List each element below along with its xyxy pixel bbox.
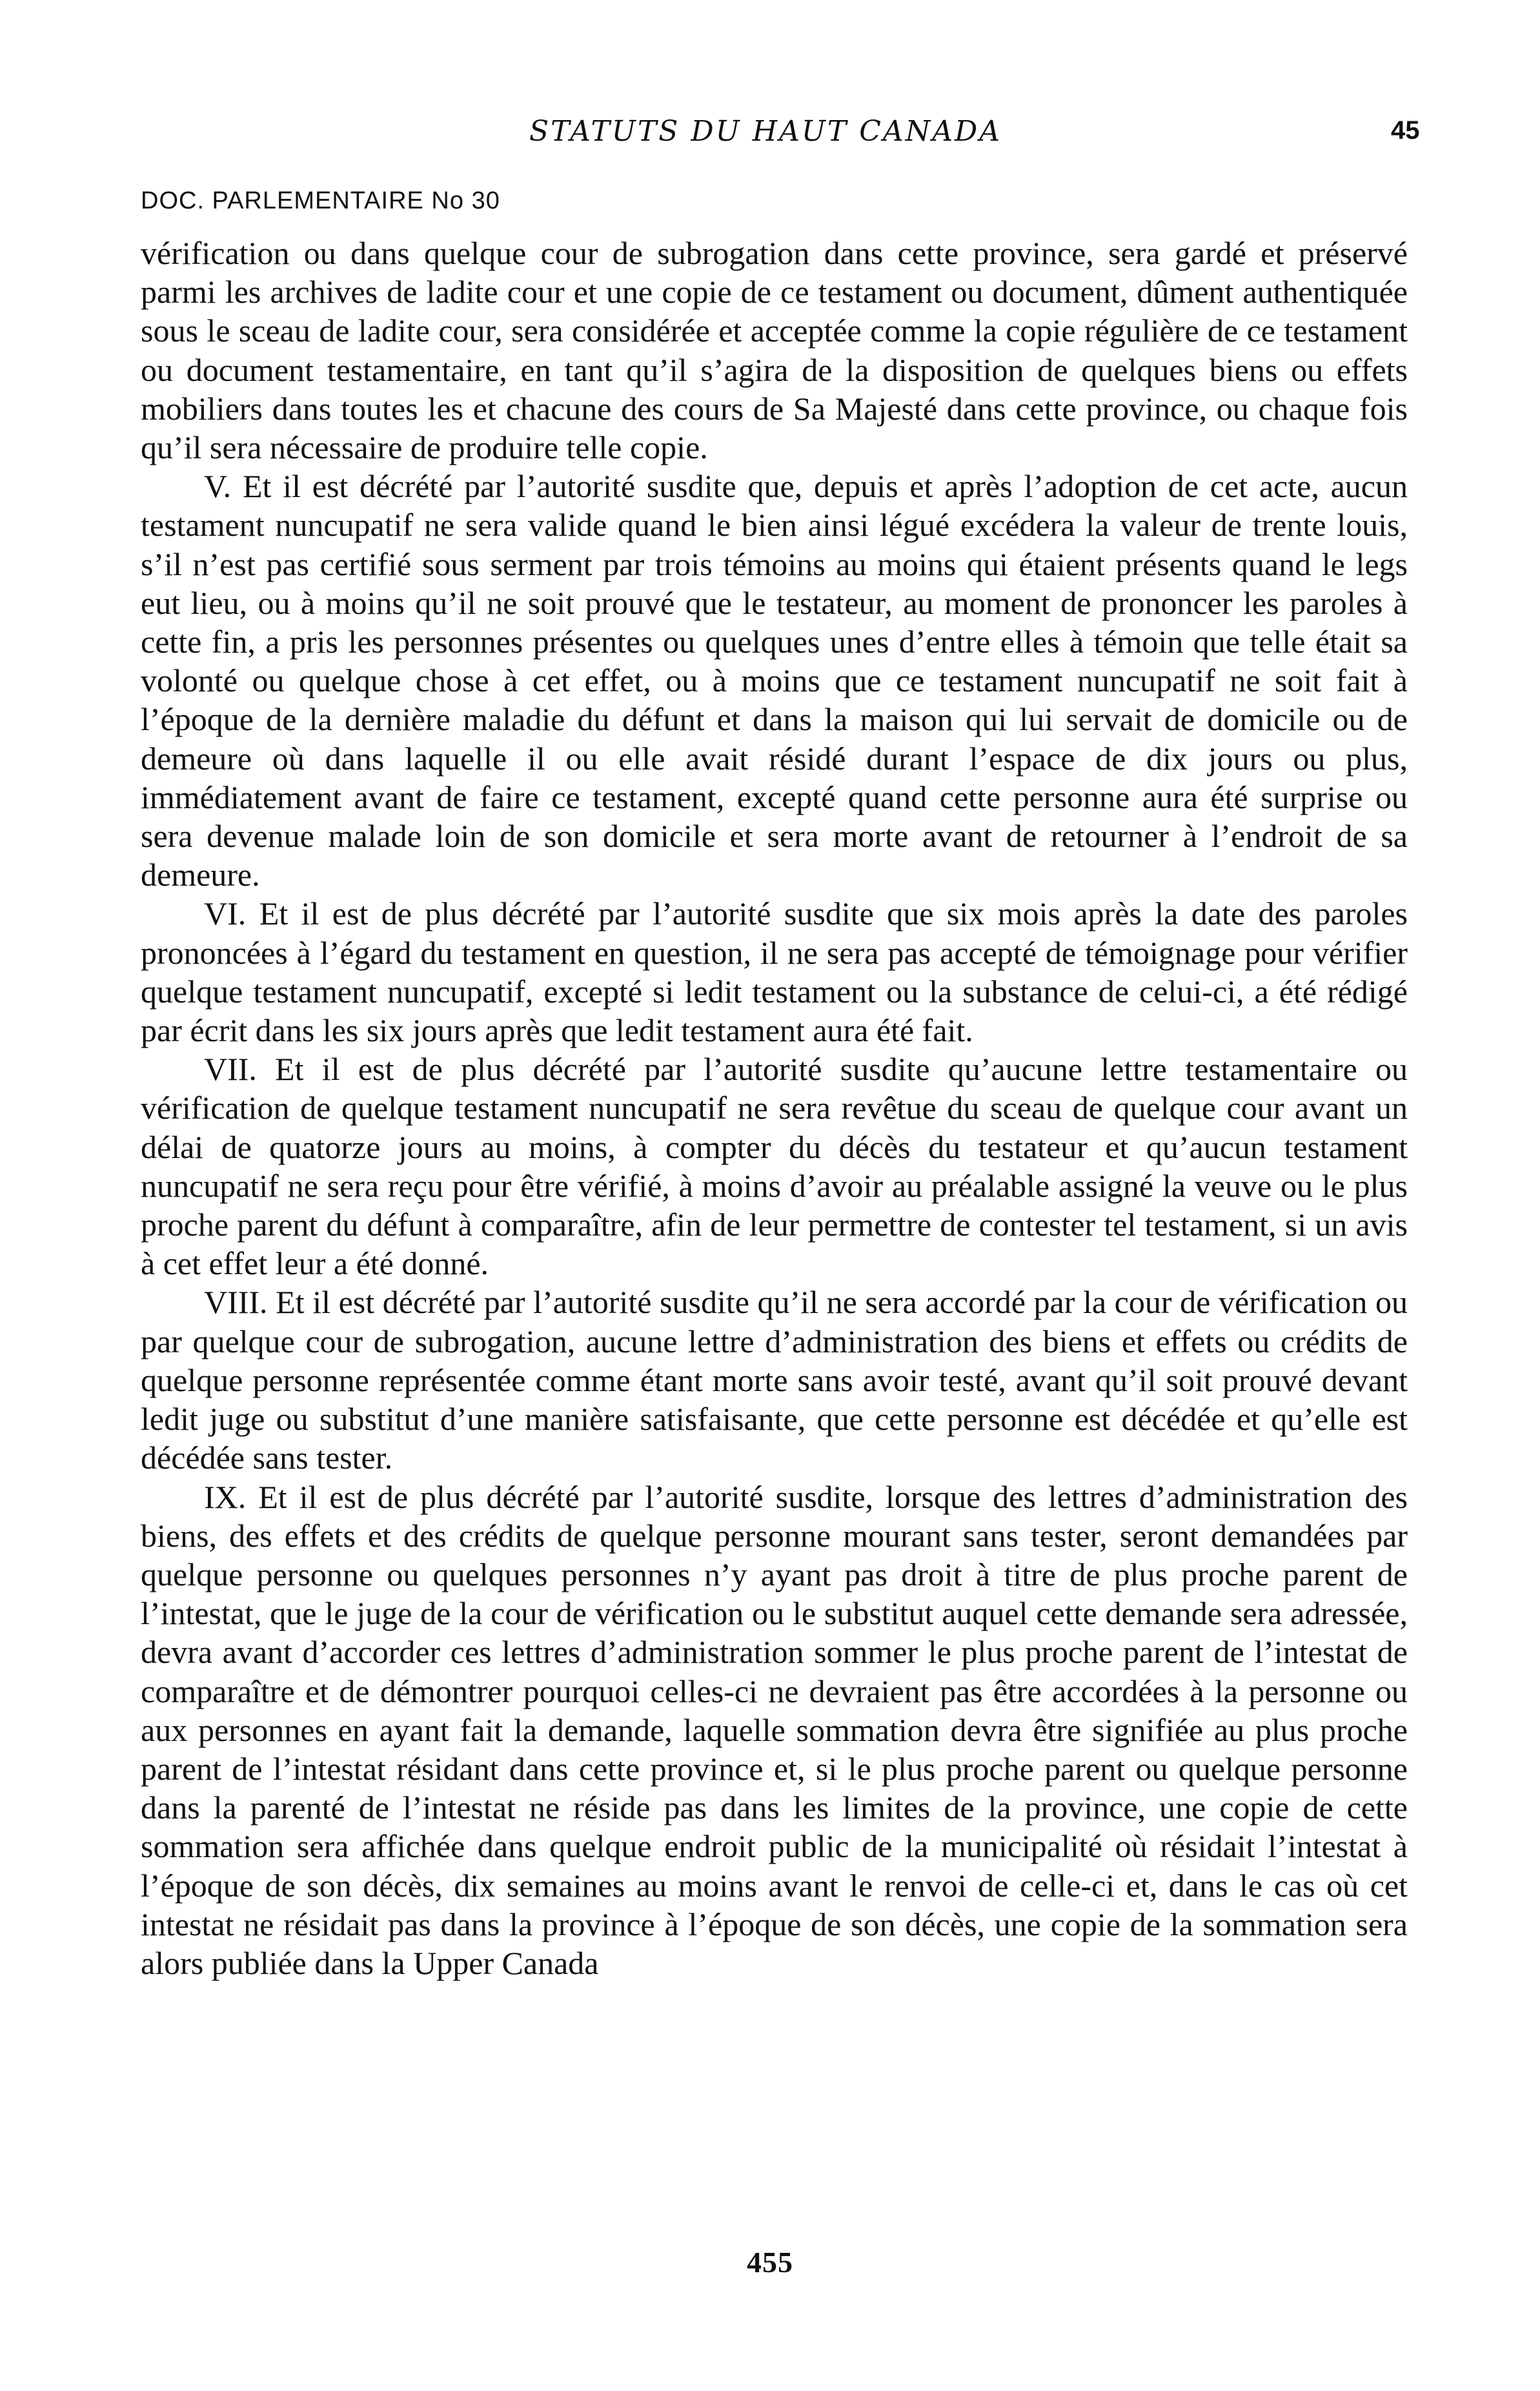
section-v: V. Et il est décrété par l’autorité susdite que, depuis et après l’adoption de cet acte, aucun testament nuncupatif ne sera valide quand le bien ainsi légué excédera la valeur de trente louis, s’il n’est pas certifié sous serment par trois témoins au moins qui étaient présents quand le legs eut lieu, ou à moins qu’il ne soit prouvé que le testateur, au moment de prononcer les paroles à cette fin, a pris les personnes présentes ou quelques unes d’entre elles à témoin que telle était sa volonté ou quelque chose à cet effet, ou à moins que ce testament nuncupatif ne soit fait à l’époque de la dernière maladie du défunt et dans la maison qui lui servait de domicile ou de demeure où dans laquelle il ou elle avait résidé durant l’espace de dix jours ou plus, immédiatement avant de faire ce testament, excepté quand cette personne aura été surprise ou sera devenue malade loin de son domicile et sera morte avant de retourner à l’endroit de sa demeure. (141, 468, 1408, 893)
section-vi: VI. Et il est de plus décrété par l’autorité susdite que six mois après la date des paroles prononcées à l’égard du testament en question, il ne sera pas accepté de témoignage pour vérifier quelque testament nuncupatif, excepté si ledit testament ou la substance de celui-ci, a été rédigé par écrit dans les six jours après que ledit testament aura été fait. (141, 895, 1408, 1049)
section-vii: VII. Et il est de plus décrété par l’autorité susdite qu’aucune lettre testamentaire ou vérification de quelque testament nuncupatif ne sera revêtue du sceau de quelque cour avant un délai de quatorze jours au moins, à compter du décès du testateur et qu’aucun testament nuncupatif ne sera reçu pour être vérifié, à moins d’avoir au préalable assigné la veuve ou le plus proche parent du défunt à comparaître, afin de leur permettre de contester tel testament, si un avis à cet effet leur a été donné. (141, 1051, 1408, 1282)
running-title: STATUTS DU HAUT CANADA (529, 115, 1002, 148)
page-number-top: 45 (1391, 116, 1420, 145)
section-viii: VIII. Et il est décrété par l’autorité susdite qu’il ne sera accordé par la cour de vérification ou par quelque cour de subrogation, aucune lettre d’administration des biens et effets ou crédits de quelque personne représentée comme étant morte sans avoir testé, avant qu’il soit prouvé devant ledit juge ou substitut d’une manière satisfaisante, que cette personne est décédée et qu’elle est décédée sans tester. (141, 1284, 1408, 1476)
document-reference: DOC. PARLEMENTAIRE No 30 (141, 187, 500, 214)
paragraph-continuation: vérification ou dans quelque cour de subrogation dans cette province, sera gardé et préservé parmi les archives de ladite cour et une copie de ce testament ou document, dûment authentiquée sous le sceau de ladite cour, sera considérée et acceptée comme la copie régulière de ce testament ou document testamentaire, en tant qu’il s’agira de la disposition de quelques biens ou effets mobiliers dans toutes les et chacune des cours de Sa Majesté dans cette province, ou chaque fois qu’il sera nécessaire de produire telle copie. (141, 235, 1408, 466)
page-number-bottom: 455 (747, 2246, 793, 2279)
section-ix: IX. Et il est de plus décrété par l’autorité susdite, lorsque des lettres d’administration des biens, des effets et des crédits de quelque personne mourant sans tester, seront demandées par quelque personne ou quelques personnes n’y ayant pas droit à titre de plus proche parent de l’intestat, que le juge de la cour de vérification ou le substitut auquel cette demande sera adressée, devra avant d’accorder ces lettres d’administration sommer le plus proche parent de l’intestat de comparaître et de démontrer pourquoi celles-ci ne devraient pas être accordées à la personne ou aux personnes en ayant fait la demande, laquelle sommation devra être signifiée au plus proche parent de l’intestat résidant dans cette province et, si le plus proche parent ou quelque personne dans la parenté de l’intestat ne réside pas dans les limites de la province, une copie de cette sommation sera affichée dans quelque endroit public de la municipalité où résidait l’intestat à l’époque de son décès, dix semaines au moins avant le renvoi de celle-ci et, dans le cas où cet intestat ne résidait pas dans la province à l’époque de son décès, une copie de la sommation sera alors publiée dans la Upper Canada (141, 1478, 1408, 1981)
body-text (141, 234, 1408, 1982)
